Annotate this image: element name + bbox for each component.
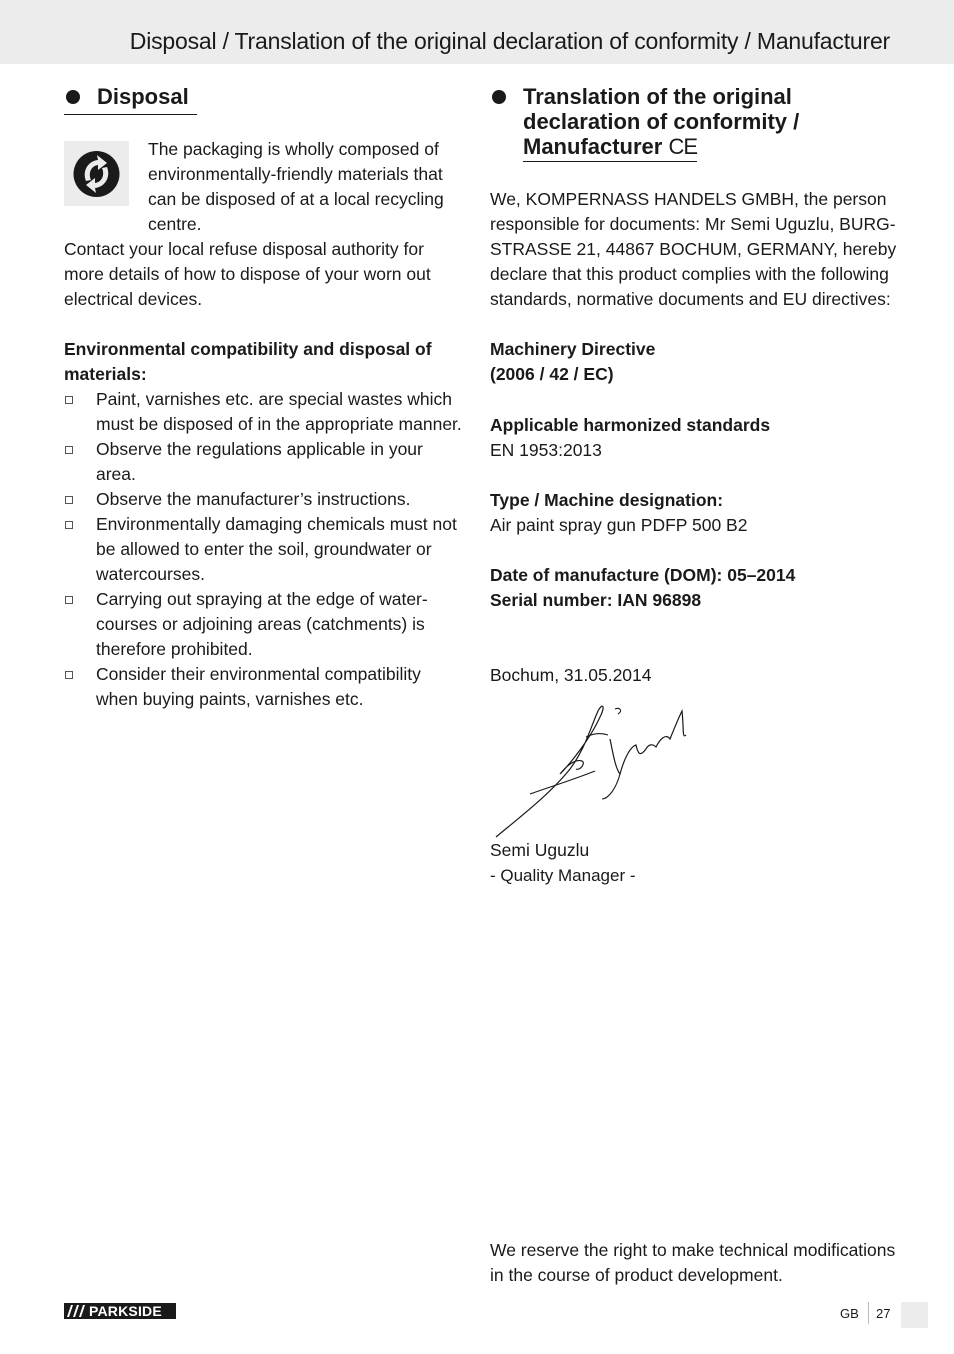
place-date: Bochum, 31.05.2014 bbox=[490, 665, 652, 685]
parkside-logo bbox=[64, 1303, 176, 1319]
footer-divider bbox=[868, 1302, 869, 1324]
machinery-directive-code: (2006 / 42 / EC) bbox=[490, 364, 614, 384]
page-number: 27 bbox=[876, 1306, 891, 1321]
declaration-heading-line1: Translation of the original bbox=[523, 84, 792, 109]
contact-text: Contact your local refuse disposal authority for more details of how to dispose of your worn out electrical devices. bbox=[64, 239, 431, 309]
list-item: Observe the regulations applicable in your area. bbox=[64, 437, 464, 487]
type-value: Air paint spray gun PDFP 500 B2 bbox=[490, 515, 748, 535]
standards-heading: Applicable harmonized standards bbox=[490, 415, 771, 435]
declaration-heading bbox=[490, 84, 900, 162]
machinery-directive: Machinery Directive bbox=[490, 339, 656, 359]
bullet-icon bbox=[66, 90, 80, 104]
date-of-manufacture: Date of manufacture (DOM): 05–2014 bbox=[490, 565, 796, 585]
reserve-note: We reserve the right to make technical modifications in the course of product development. bbox=[490, 1240, 896, 1285]
logo-stripes-icon bbox=[67, 1305, 87, 1317]
checkbox-square-icon bbox=[65, 596, 73, 604]
list-item: Environmentally damaging chemicals must not be allowed to enter the soil, groundwater or watercourses. bbox=[64, 512, 464, 587]
heading-underline bbox=[64, 114, 197, 115]
signature bbox=[490, 699, 700, 839]
bullet-icon bbox=[492, 90, 506, 104]
declaration-intro: We, KOMPERNASS HANDELS GMBH, the person responsible for documents: Mr Semi Uguzlu, BURG-STRASSE 21, 44867 BOCHUM, GERMANY, hereby declare that this product complies with the following standards, normative documents and EU directives: bbox=[490, 189, 897, 309]
recycling-icon bbox=[64, 141, 129, 206]
signer-name: Semi Uguzlu bbox=[490, 840, 590, 860]
type-heading: Type / Machine designation: bbox=[490, 490, 724, 510]
footer-tab bbox=[901, 1302, 928, 1328]
env-heading: Environmental compatibility and disposal of materials: bbox=[64, 339, 432, 384]
serial-number: Serial number: IAN 96898 bbox=[490, 590, 702, 610]
declaration-section bbox=[490, 84, 900, 1285]
list-item: Paint, varnishes etc. are special wastes which must be disposed of in the appropriate manner. bbox=[64, 387, 464, 437]
disposal-section bbox=[64, 84, 464, 709]
checkbox-square-icon bbox=[65, 496, 73, 504]
checkbox-square-icon bbox=[65, 521, 73, 529]
disposal-heading bbox=[64, 84, 464, 109]
standards-value: EN 1953:2013 bbox=[490, 440, 602, 460]
green-dot-recycling-icon bbox=[64, 141, 129, 206]
signer-role: - Quality Manager - bbox=[490, 866, 636, 885]
list-item: Carrying out spraying at the edge of water-courses or adjoining areas (catchments) is therefore prohibited. bbox=[64, 587, 464, 662]
env-list bbox=[64, 387, 464, 712]
page-title: Disposal / Translation of the original declaration of conformity / Manufacturer bbox=[129, 28, 890, 54]
list-item: Observe the manufacturer’s instructions. bbox=[64, 487, 464, 512]
packaging-text: The packaging is wholly composed of environmentally-friendly materials that can be disposed of at a local recycling centre. bbox=[148, 139, 444, 234]
declaration-heading-line3: Manufacturer CE bbox=[523, 134, 697, 162]
ce-mark: CE bbox=[668, 134, 698, 159]
list-item: Consider their environmental compatibility when buying paints, varnishes etc. bbox=[64, 662, 464, 712]
disposal-heading-text: Disposal bbox=[97, 84, 189, 109]
brand-text: PARKSIDE bbox=[89, 1303, 162, 1319]
declaration-heading-line2: declaration of conformity / bbox=[523, 109, 800, 134]
checkbox-square-icon bbox=[65, 446, 73, 454]
checkbox-square-icon bbox=[65, 396, 73, 404]
checkbox-square-icon bbox=[65, 671, 73, 679]
language-code: GB bbox=[840, 1306, 859, 1321]
